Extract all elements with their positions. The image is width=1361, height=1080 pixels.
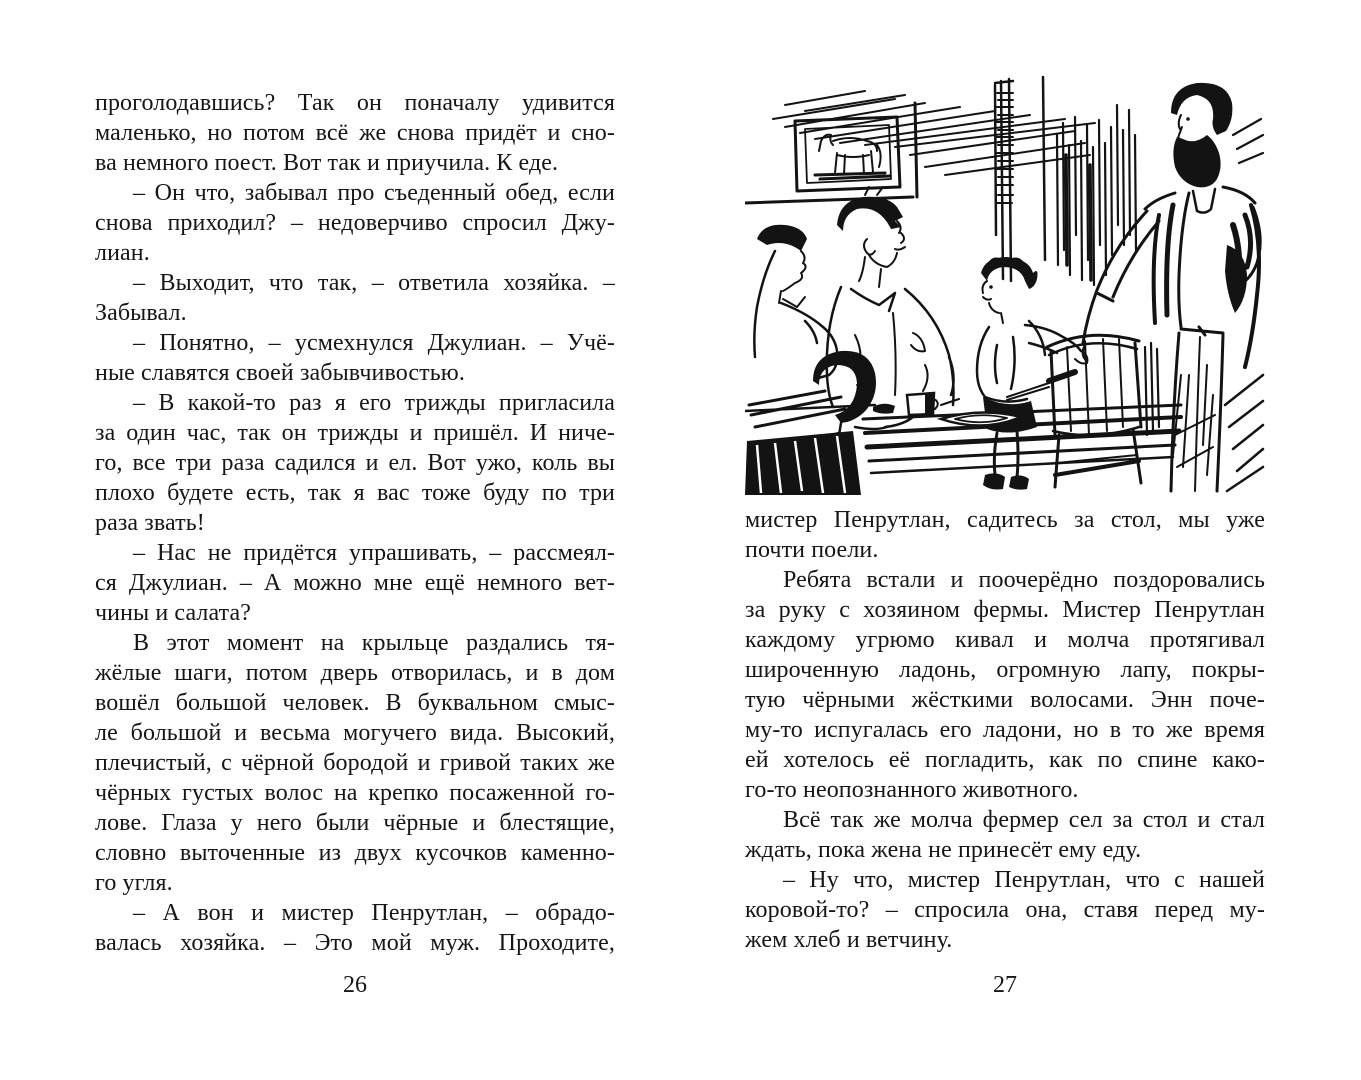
- text-line: плечистый, с чёрной бородой и гривой таких же: [95, 750, 615, 776]
- text-line: В этот момент на крыльце раздались тя-: [133, 630, 615, 656]
- text-line: раза звать!: [95, 510, 205, 536]
- text-line: проголодавшись? Так он поначалу удивится: [95, 90, 615, 116]
- text-line: – Понятно, – усмехнулся Джулиан. – Учё-: [133, 330, 615, 356]
- text-line: – Выходит, что так, – ответила хозяйка. –: [133, 270, 615, 296]
- text-line: – В какой-то раз я его трижды пригласила: [133, 390, 615, 416]
- text-line: снова приходил? – недоверчиво спросил Джу-: [95, 210, 615, 236]
- text-line: жёлые шаги, потом дверь отворилась, и в дом: [95, 660, 615, 686]
- text-line: – А вон и мистер Пенрутлан, – обрадо-: [133, 900, 615, 926]
- text-line: мистер Пенрутлан, садитесь за стол, мы уже: [745, 507, 1265, 533]
- text-line: го угля.: [95, 870, 173, 896]
- door-frame: [995, 77, 1045, 281]
- illustration-farm-kitchen: [745, 75, 1265, 495]
- text-line: каждому угрюмо кивал и молча протягивал: [745, 627, 1265, 653]
- text-line: за руку с хозяином фермы. Мистер Пенрутлан: [745, 597, 1265, 623]
- text-line: лиан.: [95, 240, 150, 266]
- text-line: го-то неопознанного животного.: [745, 777, 1079, 803]
- text-line: го, все три раза садился и ел. Вот ужо, коль вы: [95, 450, 615, 476]
- bread-piece: [873, 404, 895, 414]
- foreground-chair: [745, 431, 861, 495]
- text-line: тую чёрными жёсткими волосами. Энн поче-: [745, 687, 1265, 713]
- text-line: за один час, так он трижды и пришёл. И ниче-: [95, 420, 615, 446]
- text-line: – Ну что, мистер Пенрутлан, что с нашей: [783, 867, 1265, 893]
- text-line: широченную ладонь, огромную лапу, покры-: [745, 657, 1265, 683]
- boy-blond-figure: [827, 187, 954, 407]
- text-line: му-то испугалась его ладони, но в то же время: [745, 717, 1265, 743]
- text-line: лове. Глаза у него были чёрные и блестящие,: [95, 810, 615, 836]
- farmer-beard: [1173, 135, 1220, 187]
- right-page-text: [745, 505, 1265, 955]
- left-page-text: [95, 88, 615, 958]
- text-line: ей хотелось её погладить, как по спине како-: [745, 747, 1265, 773]
- text-line: – Он что, забывал про съеденный обед, если: [133, 180, 615, 206]
- text-line: коровой-то? – спросила она, ставя перед му-: [745, 897, 1265, 923]
- text-line: ле большой и весьма могучего вида. Высокий,: [95, 720, 615, 746]
- right-page: [745, 75, 1265, 955]
- text-line: вошёл большой человек. В буквальном смыс-: [95, 690, 615, 716]
- text-line: ждать, пока жена не принесёт ему еду.: [745, 837, 1142, 863]
- text-line: – Нас не придётся упрашивать, – рассмеял-: [133, 540, 615, 566]
- boy-left-figure: [754, 225, 837, 379]
- text-line: ные славятся своей забывчивостью.: [95, 360, 465, 386]
- knife: [941, 372, 1075, 405]
- text-line: ва немного поест. Вот так и приучила. К еде.: [95, 150, 559, 176]
- text-line: почти поели.: [745, 537, 879, 563]
- boy-left-hair: [757, 225, 807, 251]
- text-line: чёрных густых волос на крепко посаженной го-: [95, 780, 615, 806]
- cup: [907, 393, 938, 415]
- text-line: маленько, но потом всё же снова придёт и сно-: [95, 120, 615, 146]
- text-line: Забывал.: [95, 300, 187, 326]
- text-line: ся Джулиан. – А можно мне ещё немного вет-: [95, 570, 615, 596]
- text-line: Ребята встали и поочерёдно поздоровались: [783, 567, 1265, 593]
- text-line: чины и салата?: [95, 600, 252, 626]
- page-number-right: 27: [993, 972, 1017, 998]
- page-number-left: 26: [343, 972, 367, 998]
- text-line: валась хозяйка. – Это мой муж. Проходите,: [95, 930, 615, 956]
- text-line: жем хлеб и ветчину.: [745, 927, 953, 953]
- text-line: плохо будете есть, так я вас тоже буду по три: [95, 480, 615, 506]
- text-line: Всё так же молча фермер сел за стол и стал: [783, 807, 1265, 833]
- text-line: словно выточенные из двух кусочков каменно-: [95, 840, 615, 866]
